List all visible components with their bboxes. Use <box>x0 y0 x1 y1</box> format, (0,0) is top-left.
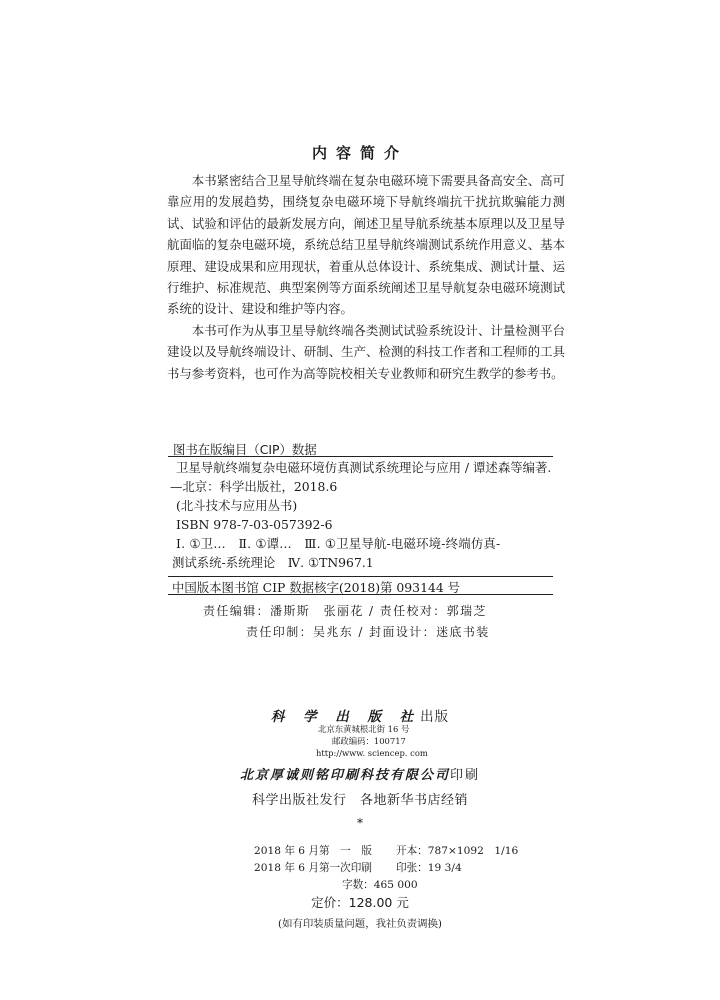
publisher-website: http://www. sciencep. com <box>316 748 428 758</box>
printing-date: 2018 年 6 月第一次印刷 <box>254 862 372 874</box>
printer-name: 北京厚诚则铭印刷科技有限公司 <box>239 768 450 783</box>
credits-production: 责任印制：吴兆东 / 封面设计：迷底书装 <box>246 625 490 639</box>
publisher-suffix: 出版 <box>420 709 450 725</box>
printer-suffix: 印刷 <box>450 768 481 783</box>
cip-isbn: ISBN 978-7-03-057392-6 <box>176 517 333 532</box>
cip-classification-1: Ⅰ. ①卫… Ⅱ. ①谭… Ⅲ. ①卫星导航-电磁环境-终端仿真- <box>176 536 501 551</box>
printed-sheets: 印张：19 3/4 <box>396 862 462 874</box>
publisher-line <box>0 705 720 725</box>
cip-title-line: 卫星导航终端复杂电磁环境仿真测试系统理论与应用 / 谭述森等编著. <box>176 460 552 475</box>
cip-classification-2: 测试系统-系统理论 Ⅳ. ①TN967.1 <box>172 555 374 570</box>
cip-approval-number: 中国版本图书馆 CIP 数据核字(2018)第 093144 号 <box>172 580 461 595</box>
cip-publisher-line: —北京：科学出版社，2018.6 <box>170 479 338 494</box>
separator-asterisk: * <box>357 816 363 830</box>
publisher-postcode: 邮政编码：100717 <box>332 736 406 746</box>
edition-date: 2018 年 6 月第 一 版 <box>254 845 372 857</box>
distribution-line: 科学出版社发行 各地新华书店经销 <box>251 793 468 808</box>
intro-paragraph-1: 本书紧密结合卫星导航终端在复杂电磁环境下需要具备高安全、高可靠应用的发展趋势，围绕复杂电磁环境下导航终端抗干扰抗欺骗能力测试、试验和评估的最新发展方向，阐述卫星导航系统基本原理以及卫星导航面临的复杂电磁环境，系统总结卫星导航终端测试系统作用意义、基本原理、建设成果和应用现状，着重从总体设计、系统集成、测试计量、运行维护、标准规范、典型案例等方面系统阐述卫星导航复杂电磁环境测试系统的设计、建设和维护等内容。 <box>167 173 565 317</box>
intro-body <box>167 170 565 384</box>
publisher-name: 科 学 出 版 社 <box>270 709 421 725</box>
publisher-address: 北京东黄城根北街 16 号 <box>318 724 410 734</box>
edition-format: 开本：787×1092 1/16 <box>396 845 519 857</box>
cip-series-line: (北斗技术与应用丛书) <box>176 498 298 513</box>
cip-top-rule <box>168 456 553 457</box>
credits-editors: 责任编辑：潘斯斯 张丽花 / 责任校对：郭瑞芝 <box>203 604 487 618</box>
quality-notice: (如有印装质量问题，我社负责调换) <box>278 918 442 930</box>
word-count: 字数：465 000 <box>342 879 418 891</box>
cip-bottom-rule <box>168 576 553 577</box>
intro-paragraph-2: 本书可作为从事卫星导航终端各类测试试验系统设计、计量检测平台建设以及导航终端设计、研制、生产、检测的科技工作者和工程师的工具书与参考资料，也可作为高等院校相关专业教师和研究生教学的参考书。 <box>167 322 565 381</box>
price: 定价：128.00 元 <box>311 895 409 910</box>
cip-heading: 图书在版编目（CIP）数据 <box>173 442 317 457</box>
cip-approval-rule <box>168 594 553 595</box>
intro-title: 内容简介 <box>311 144 408 162</box>
printer-line <box>0 764 720 783</box>
